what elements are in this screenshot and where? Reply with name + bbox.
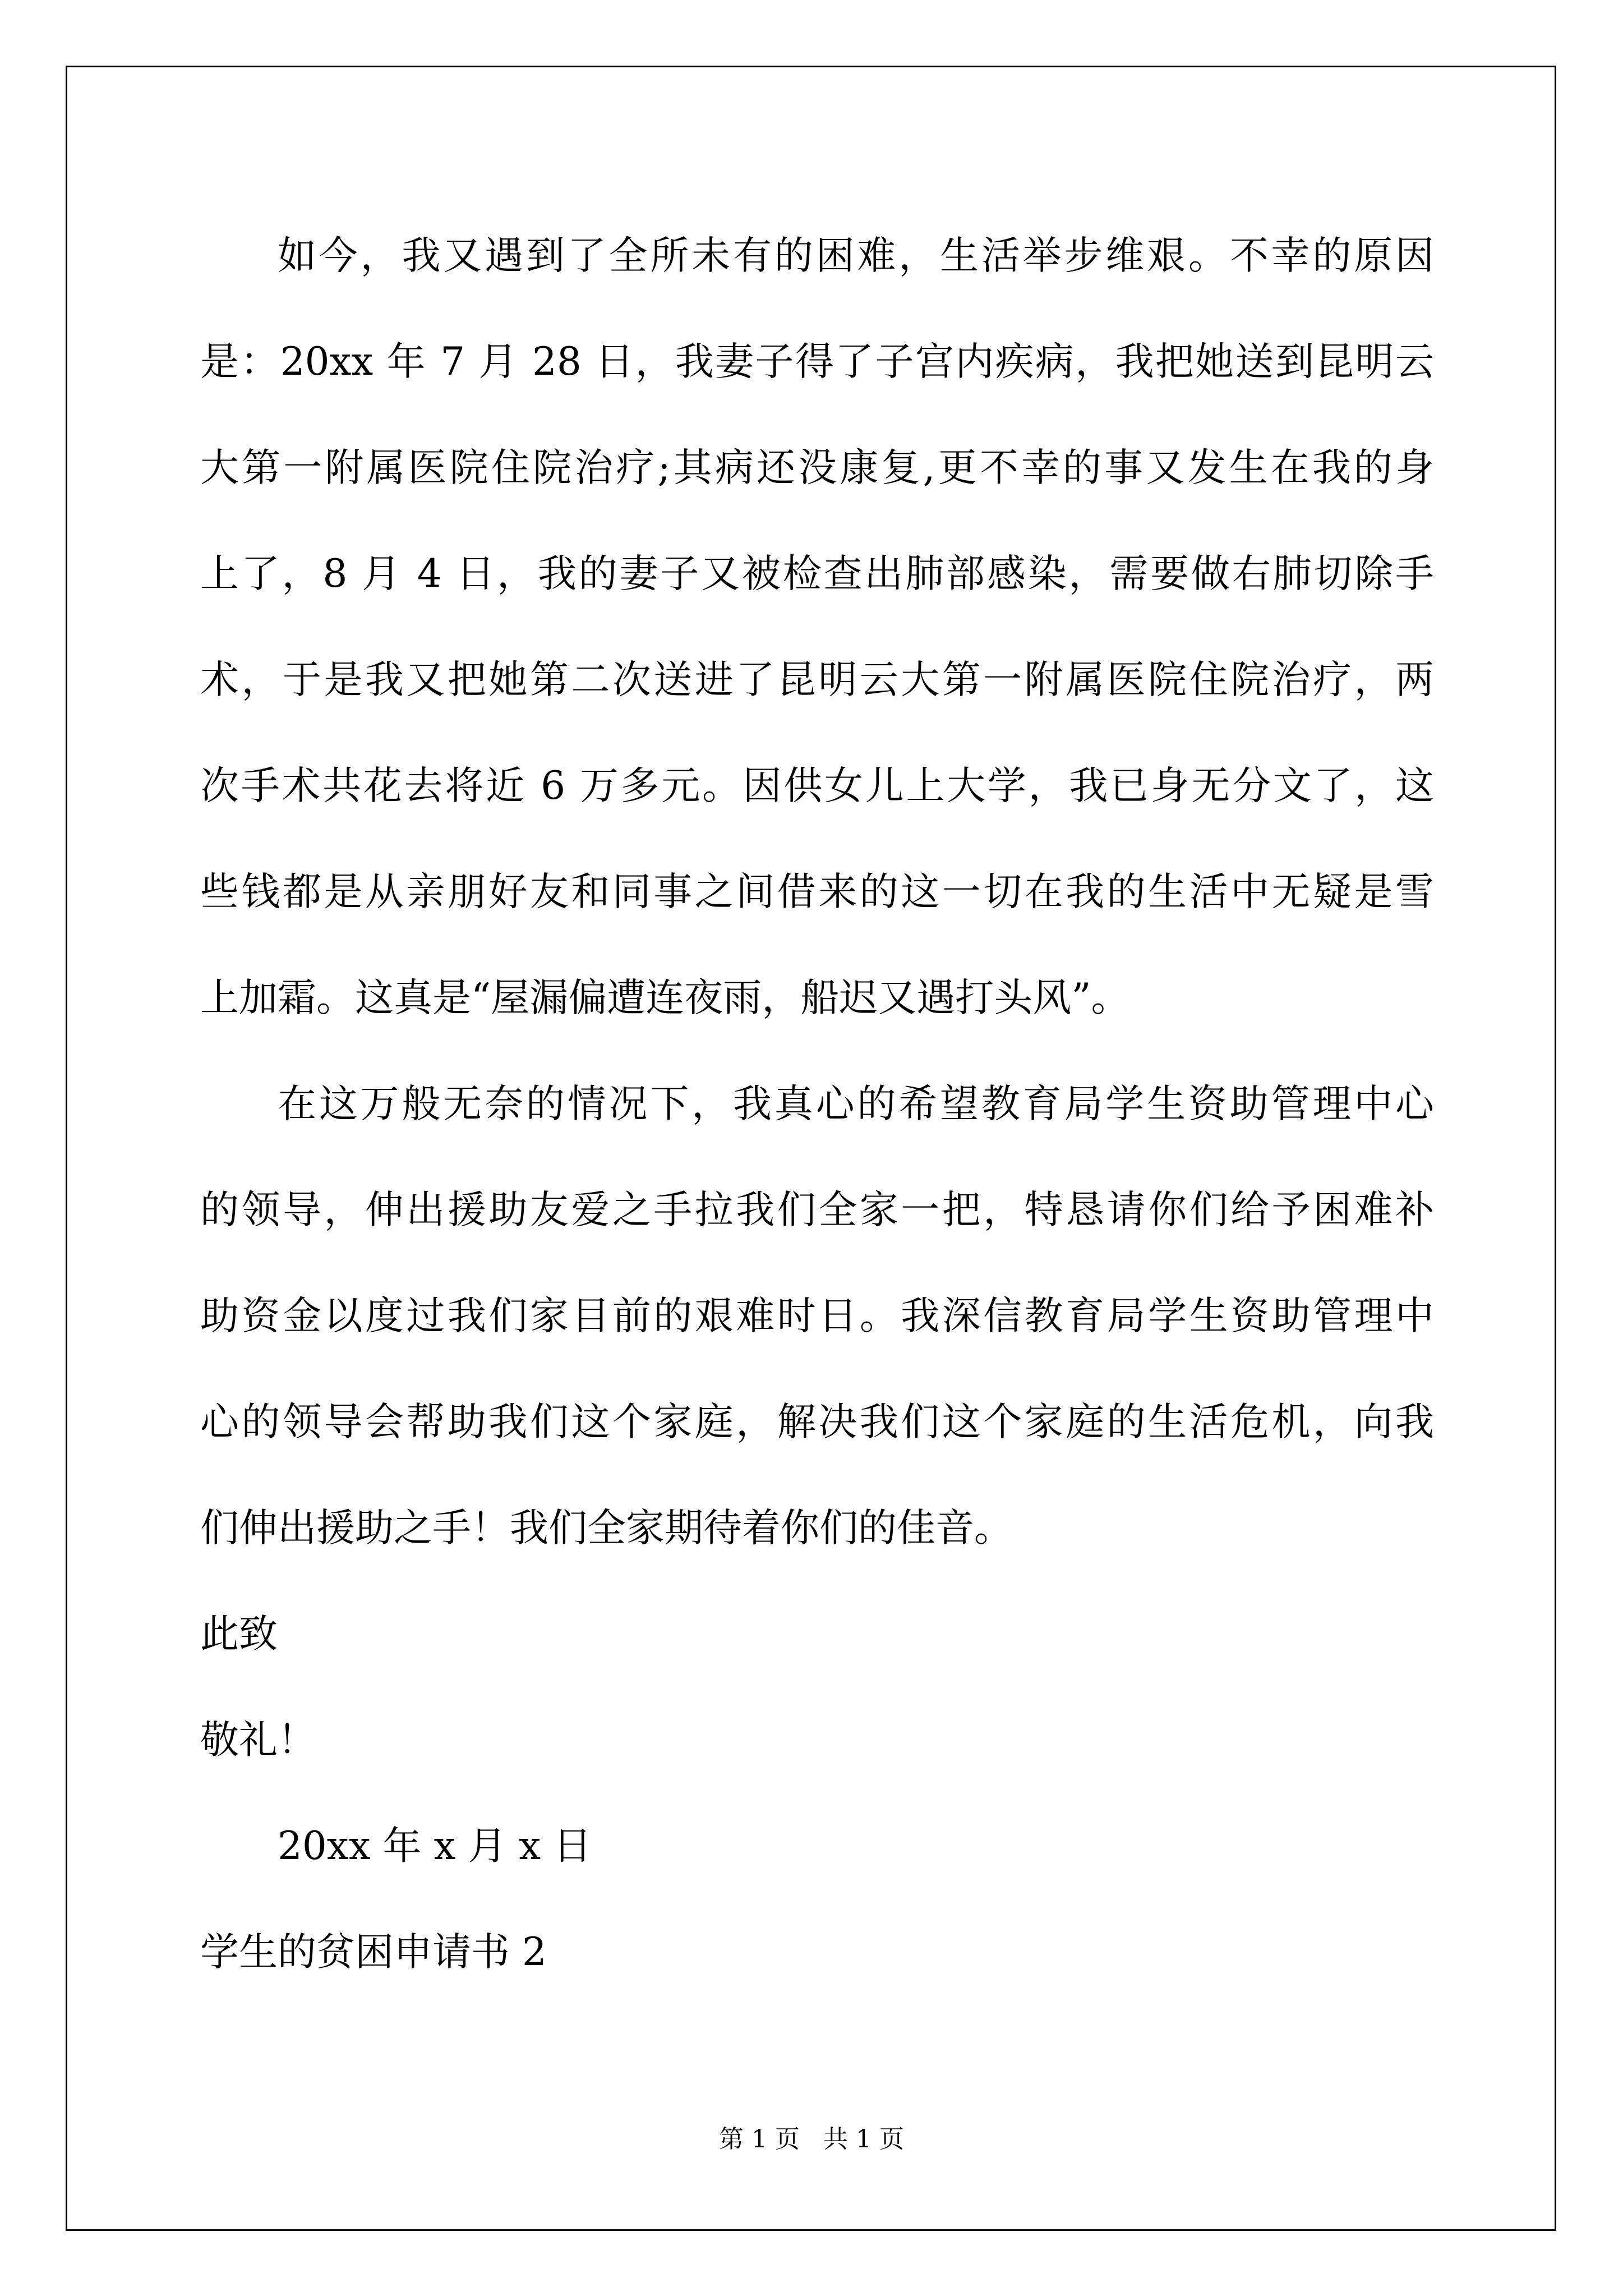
paragraph-1-line-7: 些钱都是从亲朋好友和同事之间借来的这一切在我的生活中无疑是雪: [200, 869, 1434, 914]
page-footer: 第 1 页 共 1 页: [719, 2125, 904, 2154]
paragraph-1-line-2: 是：20xx 年 7 月 28 日，我妻子得了子宫内疾病，我把她送到昆明云: [200, 339, 1434, 384]
paragraph-1-line-1: 如今，我又遇到了全所未有的困难，生活举步维艰。不幸的原因: [278, 233, 1434, 278]
paragraph-2-line-2: 的领导，伸出援助友爱之手拉我们全家一把，特恳请你们给予困难补: [200, 1188, 1434, 1232]
paragraph-2-line-5: 们伸出援助之手！我们全家期待着你们的佳音。: [200, 1506, 1013, 1550]
letter-date: 20xx 年 x 月 x 日: [278, 1824, 592, 1869]
paragraph-2-line-1: 在这万般无奈的情况下，我真心的希望教育局学生资助管理中心: [278, 1082, 1434, 1126]
paragraph-1-line-4: 上了，8 月 4 日，我的妻子又被检查出肺部感染，需要做右肺切除手: [200, 551, 1434, 596]
closing-regards: 敬礼！: [200, 1718, 316, 1763]
page-border: [66, 66, 1556, 2231]
paragraph-1-line-8: 上加霜。这真是“屋漏偏遭连夜雨，船迟又遇打头风”。: [200, 976, 1130, 1020]
paragraph-2-line-4: 心的领导会帮助我们这个家庭，解决我们这个家庭的生活危机，向我: [200, 1400, 1434, 1444]
paragraph-1-line-5: 术，于是我又把她第二次送进了昆明云大第一附属医院住院治疗，两: [200, 657, 1434, 702]
paragraph-2-line-3: 助资金以度过我们家目前的艰难时日。我深信教育局学生资助管理中: [200, 1294, 1434, 1338]
paragraph-1-line-6: 次手术共花去将近 6 万多元。因供女儿上大学，我已身无分文了，这: [200, 763, 1434, 808]
paragraph-1-line-3: 大第一附属医院住院治疗;其病还没康复,更不幸的事又发生在我的身: [200, 445, 1434, 490]
closing-salutation: 此致: [200, 1612, 278, 1657]
section-title: 学生的贫困申请书 2: [200, 1930, 547, 1975]
